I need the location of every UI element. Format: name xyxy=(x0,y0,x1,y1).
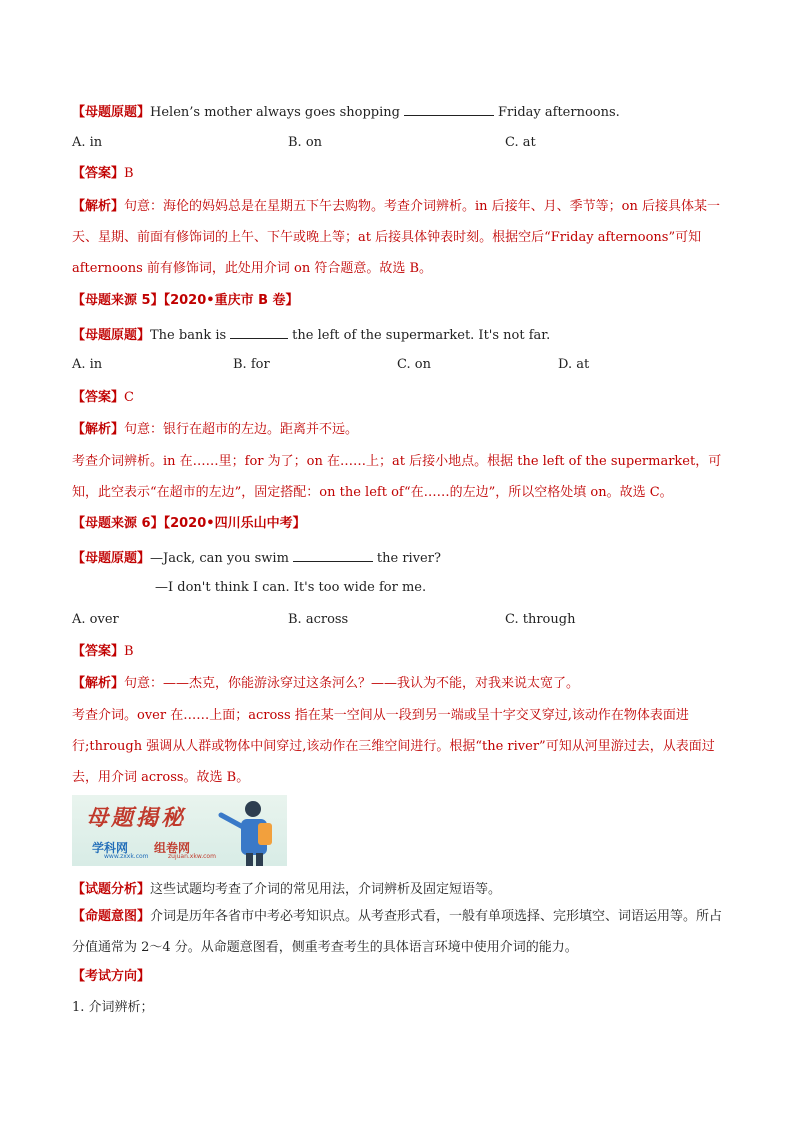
option-d: D. at xyxy=(558,357,590,372)
question-tag: 【母题原题】 xyxy=(72,551,151,566)
question-6-source xyxy=(72,514,306,534)
answer-blank xyxy=(230,324,288,339)
exam-direction-item-1: 1. 介词辨析； xyxy=(72,1000,154,1015)
answer-tag: 【答案】 xyxy=(72,166,125,181)
option-b: B. across xyxy=(288,612,349,627)
answer-blank xyxy=(293,547,373,562)
analysis-line-1 xyxy=(72,674,579,694)
proposition-intent xyxy=(72,901,724,963)
option-c: C. at xyxy=(505,135,536,150)
answer-tag: 【答案】 xyxy=(72,644,125,659)
analysis-paragraph: 考查介词。over 在……上面；across 指在某一空间从一段到另一端或呈十字交叉穿过,该动作在物体表面进行;through 强调从人群或物体中间穿过,该动作在三维空间进行。根据“the river”可知从河里游过去，从表面过去，用介词 across。故选 B。 xyxy=(72,708,715,785)
question-5-source xyxy=(72,291,299,311)
analysis-text: 句意：——杰克，你能游泳穿过这条河么？——我认为不能，对我来说太宽了。 xyxy=(124,676,580,691)
analysis-line-1 xyxy=(72,420,358,440)
analysis-tag: 【解析】 xyxy=(72,676,125,691)
test-analysis-text: 这些试题均考查了介词的常见用法，介词辨析及固定短语等。 xyxy=(150,882,502,897)
analysis-tag: 【解析】 xyxy=(72,422,125,437)
mu-ti-jie-mi-banner xyxy=(72,795,287,866)
analysis-paragraph: 考查介词辨析。in 在……里；for 为了；on 在……上；at 后接小地点。根据 the left of the supermarket，可知，此空表示“在超市的左边”，固定搭配：on the left of“在……的左边”，所以空格处填 on。故选 C。 xyxy=(72,454,722,500)
question-tag: 【母题原题】 xyxy=(72,105,151,120)
question-text-after: the left of the supermarket. It's not far. xyxy=(292,328,551,343)
teacher-figure-icon xyxy=(213,795,283,866)
question-text-after: Friday afternoons. xyxy=(497,105,620,120)
zujuan-logo-sub: zujuan.xkw.com xyxy=(168,853,216,860)
analysis-text: 句意：银行在超市的左边。距离并不远。 xyxy=(124,422,359,437)
proposition-intent-tag: 【命题意图】 xyxy=(72,909,151,924)
question-text-before: —Jack, can you swim xyxy=(150,551,289,566)
question-4 xyxy=(72,101,620,123)
analysis-paragraph xyxy=(72,191,724,284)
question-text-before: The bank is xyxy=(150,328,227,343)
source-tag: 【母题来源 5】 xyxy=(72,293,164,308)
question-6 xyxy=(72,547,441,569)
test-analysis xyxy=(72,880,501,900)
option-a: A. over xyxy=(72,612,119,627)
answer-tag: 【答案】 xyxy=(72,390,125,405)
question-text-after: the river? xyxy=(376,551,441,566)
answer-line xyxy=(72,388,134,408)
answer-line xyxy=(72,642,134,662)
question-5 xyxy=(72,324,550,346)
question-tag: 【母题原题】 xyxy=(72,328,151,343)
test-analysis-tag: 【试题分析】 xyxy=(72,882,151,897)
banner-title: 母题揭秘 xyxy=(86,805,187,831)
proposition-intent-text: 介词是历年各省市中考必考知识点。从考查形式看，一般有单项选择、完形填空、词语运用等。所占分值通常为 2～4 分。从命题意图看，侧重考查考生的具体语言环境中使用介词的能力。 xyxy=(72,909,723,955)
source-tag: 【母题来源 6】 xyxy=(72,516,164,531)
exam-direction-heading xyxy=(72,967,150,987)
question-text-before: Helen’s mother always goes shopping xyxy=(150,105,400,120)
answer-value: B xyxy=(124,166,134,181)
answer-value: C xyxy=(124,390,134,405)
option-c: C. on xyxy=(397,357,431,372)
analysis-tag: 【解析】 xyxy=(72,199,125,214)
zujuan-logo: 组卷网 xyxy=(154,841,191,855)
answer-value: B xyxy=(124,644,134,659)
analysis-text: 句意：海伦的妈妈总是在星期五下午去购物。考查介词辨析。in 后接年、月、季节等；on 后接具体某一天、星期、前面有修饰词的上午、下午或晚上等；at 后接具体钟表时刻。根据空后“Friday afternoons”可知 afternoons 前有修饰词，此处用介词 on 符合题意。故选 B。 xyxy=(72,199,721,276)
source-text: 【2020•重庆市 B 卷】 xyxy=(163,293,299,308)
option-b: B. on xyxy=(288,135,323,150)
question-reply: —I don't think I can. It's too wide for me. xyxy=(155,580,427,595)
xueke-logo: 学科网 xyxy=(92,841,129,855)
option-b: B. for xyxy=(233,357,270,372)
exam-direction-tag: 【考试方向】 xyxy=(72,969,151,984)
xueke-logo-sub: www.zxxk.com xyxy=(104,853,149,860)
answer-blank xyxy=(404,101,494,116)
option-c: C. through xyxy=(505,612,576,627)
option-a: A. in xyxy=(72,357,103,372)
option-a: A. in xyxy=(72,135,103,150)
source-text: 【2020•四川乐山中考】 xyxy=(163,516,306,531)
answer-line xyxy=(72,164,134,184)
